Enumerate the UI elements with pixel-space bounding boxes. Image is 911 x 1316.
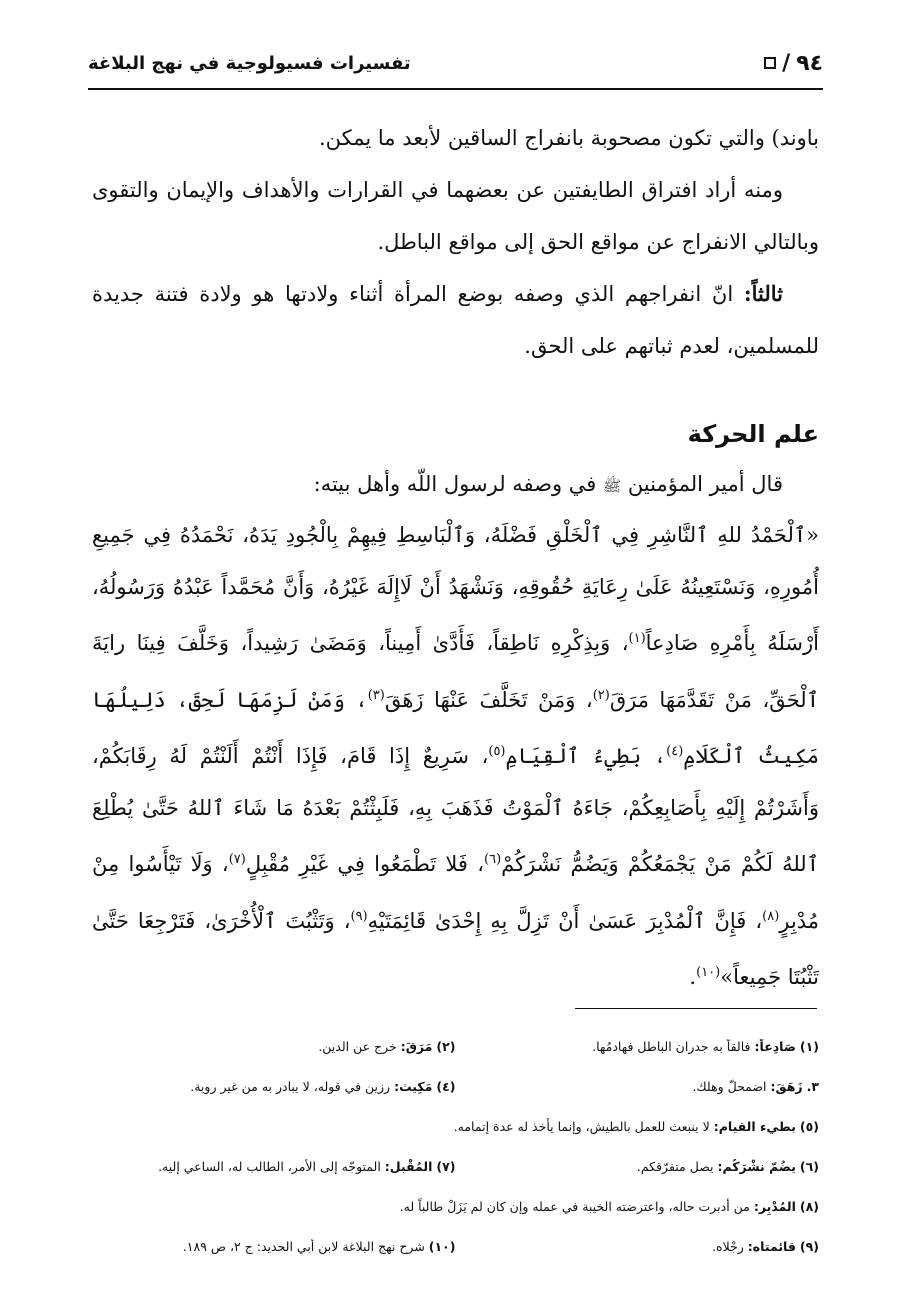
page-number — [764, 51, 823, 76]
footnote-ref-10[interactable]: (١٠) — [696, 965, 721, 980]
footnote-term: زَهَقَ: — [770, 1078, 803, 1094]
footnote-ref-8[interactable]: (٨) — [762, 908, 780, 924]
footnote-row — [92, 1066, 819, 1106]
footnote-ref-7[interactable]: (٧) — [228, 852, 246, 867]
footnote-text: اضمحلّ وهلك. — [692, 1078, 771, 1094]
footnote-ref-6[interactable]: (٦) — [484, 852, 502, 867]
body-text — [92, 112, 819, 372]
quote-seg-9: ، فَإِنَّ ٱلْمُدْبِرَ عَسَىٰ أَنْ تَزِلَّ بِهِ إِحْدَىٰ قَائِمَتَيْهِ — [367, 908, 763, 933]
quote-seg-10: ، وَتَثْبُتَ ٱلْأُخْرَىٰ، فَتَرْجِعَا حَتَّىٰ تَثْبُتَا جَمِيعاً» — [92, 908, 819, 989]
footnote-text: رزين في قوله، لا يبادر به من غير روية. — [190, 1078, 395, 1094]
paragraph-2: ومنه أراد افتراق الطايفتين عن بعضهما في القرارات والأهداف والإيمان والتقوى وبالتالي الانفراج عن مواقع الحق إلى مواقع الباطل. — [92, 178, 819, 254]
footnote-ref-4[interactable]: (٤) — [666, 744, 684, 759]
footnote-term: صَادِعاً: — [754, 1038, 796, 1054]
footnote-text: شرح نهج البلاغة لابن أبي الحديد: ج ٢، ص ١٨٩. — [182, 1238, 425, 1254]
footnote-text: رِجْلاه. — [712, 1238, 748, 1254]
footnote-row — [92, 1026, 819, 1066]
quote-seg-7: ، فَلا تَطْمَعُوا فِي غَيْرِ مُقْبِلٍ — [245, 852, 484, 876]
section-motion — [92, 412, 819, 1004]
footnote-7 — [92, 1159, 456, 1174]
salutation-symbol: ﷺ — [603, 477, 622, 495]
footnote-text: المتوجّه إلى الأمر، الطالب له، الساعي إليه. — [158, 1158, 385, 1174]
footnote-10 — [92, 1239, 456, 1254]
page-number-separator: / — [782, 50, 791, 76]
footnote-number: (٨) — [799, 1198, 819, 1214]
footnote-term: المُقْبِل: — [384, 1158, 433, 1174]
footnote-ref-2[interactable]: (٢) — [592, 687, 610, 703]
footnote-number: (٢) — [436, 1038, 456, 1054]
footnote-term: مَرَقَ: — [400, 1038, 433, 1054]
book-title: تفسيرات فسيولوجية في نهج البلاغة — [88, 52, 411, 74]
quote-seg-4: ، وَمَنْ لَزِمَهَا لَحِقَ، دَلِيلُهَا مَكِيثُ ٱلْكَلَامِ — [92, 687, 819, 768]
footnote-number: (١) — [799, 1038, 819, 1054]
footnote-ref-3[interactable]: (٣) — [367, 687, 385, 703]
footnote-number: (٥) — [799, 1118, 819, 1134]
footnote-3 — [456, 1079, 820, 1094]
quote-seg-3: ، وَمَنْ تَخَلَّفَ عَنْهَا زَهَقَ — [384, 687, 593, 712]
footnote-term: يضُمّ نشْرَكُم: — [717, 1158, 796, 1174]
footnote-text: من أدبرت حاله، واعترضته الخيبة في عمله وإن كان لم يَزَلْ طالباً له. — [399, 1198, 754, 1214]
footnote-6 — [456, 1159, 820, 1174]
footnote-text: يصل متفرّقكم. — [636, 1158, 718, 1174]
footnote-term: مَكِيث: — [394, 1078, 433, 1094]
footnote-row — [92, 1146, 819, 1186]
footnote-term: قائمتاه: — [747, 1238, 796, 1254]
footnote-4 — [92, 1079, 456, 1094]
footnote-8 — [92, 1199, 819, 1214]
footnote-2 — [92, 1039, 456, 1054]
page-number-value: ٩٤ — [796, 50, 823, 76]
footnote-term: المُدْبِر: — [753, 1198, 796, 1214]
page-header — [88, 45, 823, 81]
footnote-number: ٣. — [806, 1078, 819, 1094]
intro-after: في وصفه لرسول اللّه وأهل بيته: — [313, 472, 604, 496]
section-intro — [92, 460, 819, 510]
footnote-ref-1[interactable]: (١) — [628, 631, 646, 646]
footnote-text: فالقاً به جدران الباطل فهادمُها. — [592, 1038, 755, 1054]
footnote-divider — [575, 1008, 817, 1009]
paragraph-3-text: انّ انفراجهم الذي وصفه بوضع المرأة أثناء ولادتها هو ولادة فتنة جديدة للمسلمين، لعدم ثباتهم على الحق. — [92, 282, 819, 358]
header-divider — [88, 88, 823, 90]
quote-seg-2: ، وَبِذِكْرِهِ نَاطِقاً، فَأَدَّىٰ أَمِيناً، وَمَضَىٰ رَشِيداً، وَخَلَّفَ فِينَا رايَةَ ٱلْحَقِّ، مَنْ تَقَدَّمَهَا مَرَقَ — [92, 631, 819, 712]
footnote-text: خرج عن الدين. — [318, 1038, 401, 1054]
footnote-number: (١٠) — [428, 1238, 456, 1254]
footnote-number: (٦) — [799, 1158, 819, 1174]
footnote-1 — [456, 1039, 820, 1054]
square-ornament-icon — [764, 57, 776, 69]
quote-seg-5: ، بَطِيءُ ٱلْقِيَامِ — [505, 744, 667, 768]
intro-before: قال أمير المؤمنين — [621, 472, 783, 496]
footnote-text: لا ينبعث للعمل بالطيش، وإنما يأخذ له عدة إتمامه. — [453, 1118, 714, 1134]
quote-seg-8: ، وَلَا تَيْأَسُوا مِنْ مُدْبِرٍ — [92, 852, 819, 933]
footnote-5 — [92, 1119, 819, 1134]
quote-seg-11: . — [689, 965, 697, 989]
footnote-number: (٩) — [799, 1238, 819, 1254]
footnote-row — [92, 1106, 819, 1146]
quote-seg-1: «ٱلْحَمْدُ للهِ ٱلنَّاشِرِ فِي ٱلْخَلْقِ فَضْلَهُ، وَٱلْبَاسِطِ فِيهِمْ بِالْجُودِ يَدَهُ، نَحْمَدُهُ فِي جَمِيعِ أُمُورِهِ، وَنَسْتَعِينُهُ عَلَىٰ رِعَايَةِ حُقُوقِهِ، وَنَشْهَدُ أَنْ لَاإِلَهَ غَيْرُهُ، وَأَنَّ مُحَمَّداً عَبْدُهُ وَرَسُولُهُ، أَرْسَلَهُ بِأَمْرِهِ صَادِعاً — [92, 523, 819, 655]
footnote-ref-5[interactable]: (٥) — [488, 744, 506, 759]
paragraph-3 — [92, 268, 819, 372]
footnotes — [92, 1026, 819, 1266]
footnote-9 — [456, 1239, 820, 1254]
quote-seg-6: ، سَرِيعٌ إِذَا قَامَ، فَإِذَا أَنْتُمْ أَلَنْتُمْ لَهُ رِقَابَكُمْ، وَأَشَرْتُمْ إِلَيْهِ بِأَصَابِعِكُمْ، جَاءَهُ ٱلْمَوْتُ فَذَهَبَ بِهِ، فَلَبِثْتُمْ بَعْدَهُ مَا شَاءَ ٱللهُ حَتَّىٰ يُطْلِعَ ٱللهُ لَكُمْ مَنْ يَجْمَعُكُمْ وَيَضُمُّ نَشْرَكُمْ — [92, 744, 820, 876]
footnote-term: بطيء القيام: — [713, 1118, 796, 1134]
footnote-ref-9[interactable]: (٩) — [350, 908, 368, 924]
paragraph-1: باوند) والتي تكون مصحوبة بانفراج الساقين لأبعد ما يمكن. — [318, 126, 819, 150]
footnote-number: (٧) — [436, 1158, 456, 1174]
footnote-row — [92, 1186, 819, 1226]
footnote-row — [92, 1226, 819, 1266]
sermon-quote — [92, 510, 819, 1004]
footnote-number: (٤) — [436, 1078, 456, 1094]
section-heading: علم الحركة — [687, 420, 819, 448]
paragraph-3-lead: ثالثاً: — [743, 281, 783, 306]
